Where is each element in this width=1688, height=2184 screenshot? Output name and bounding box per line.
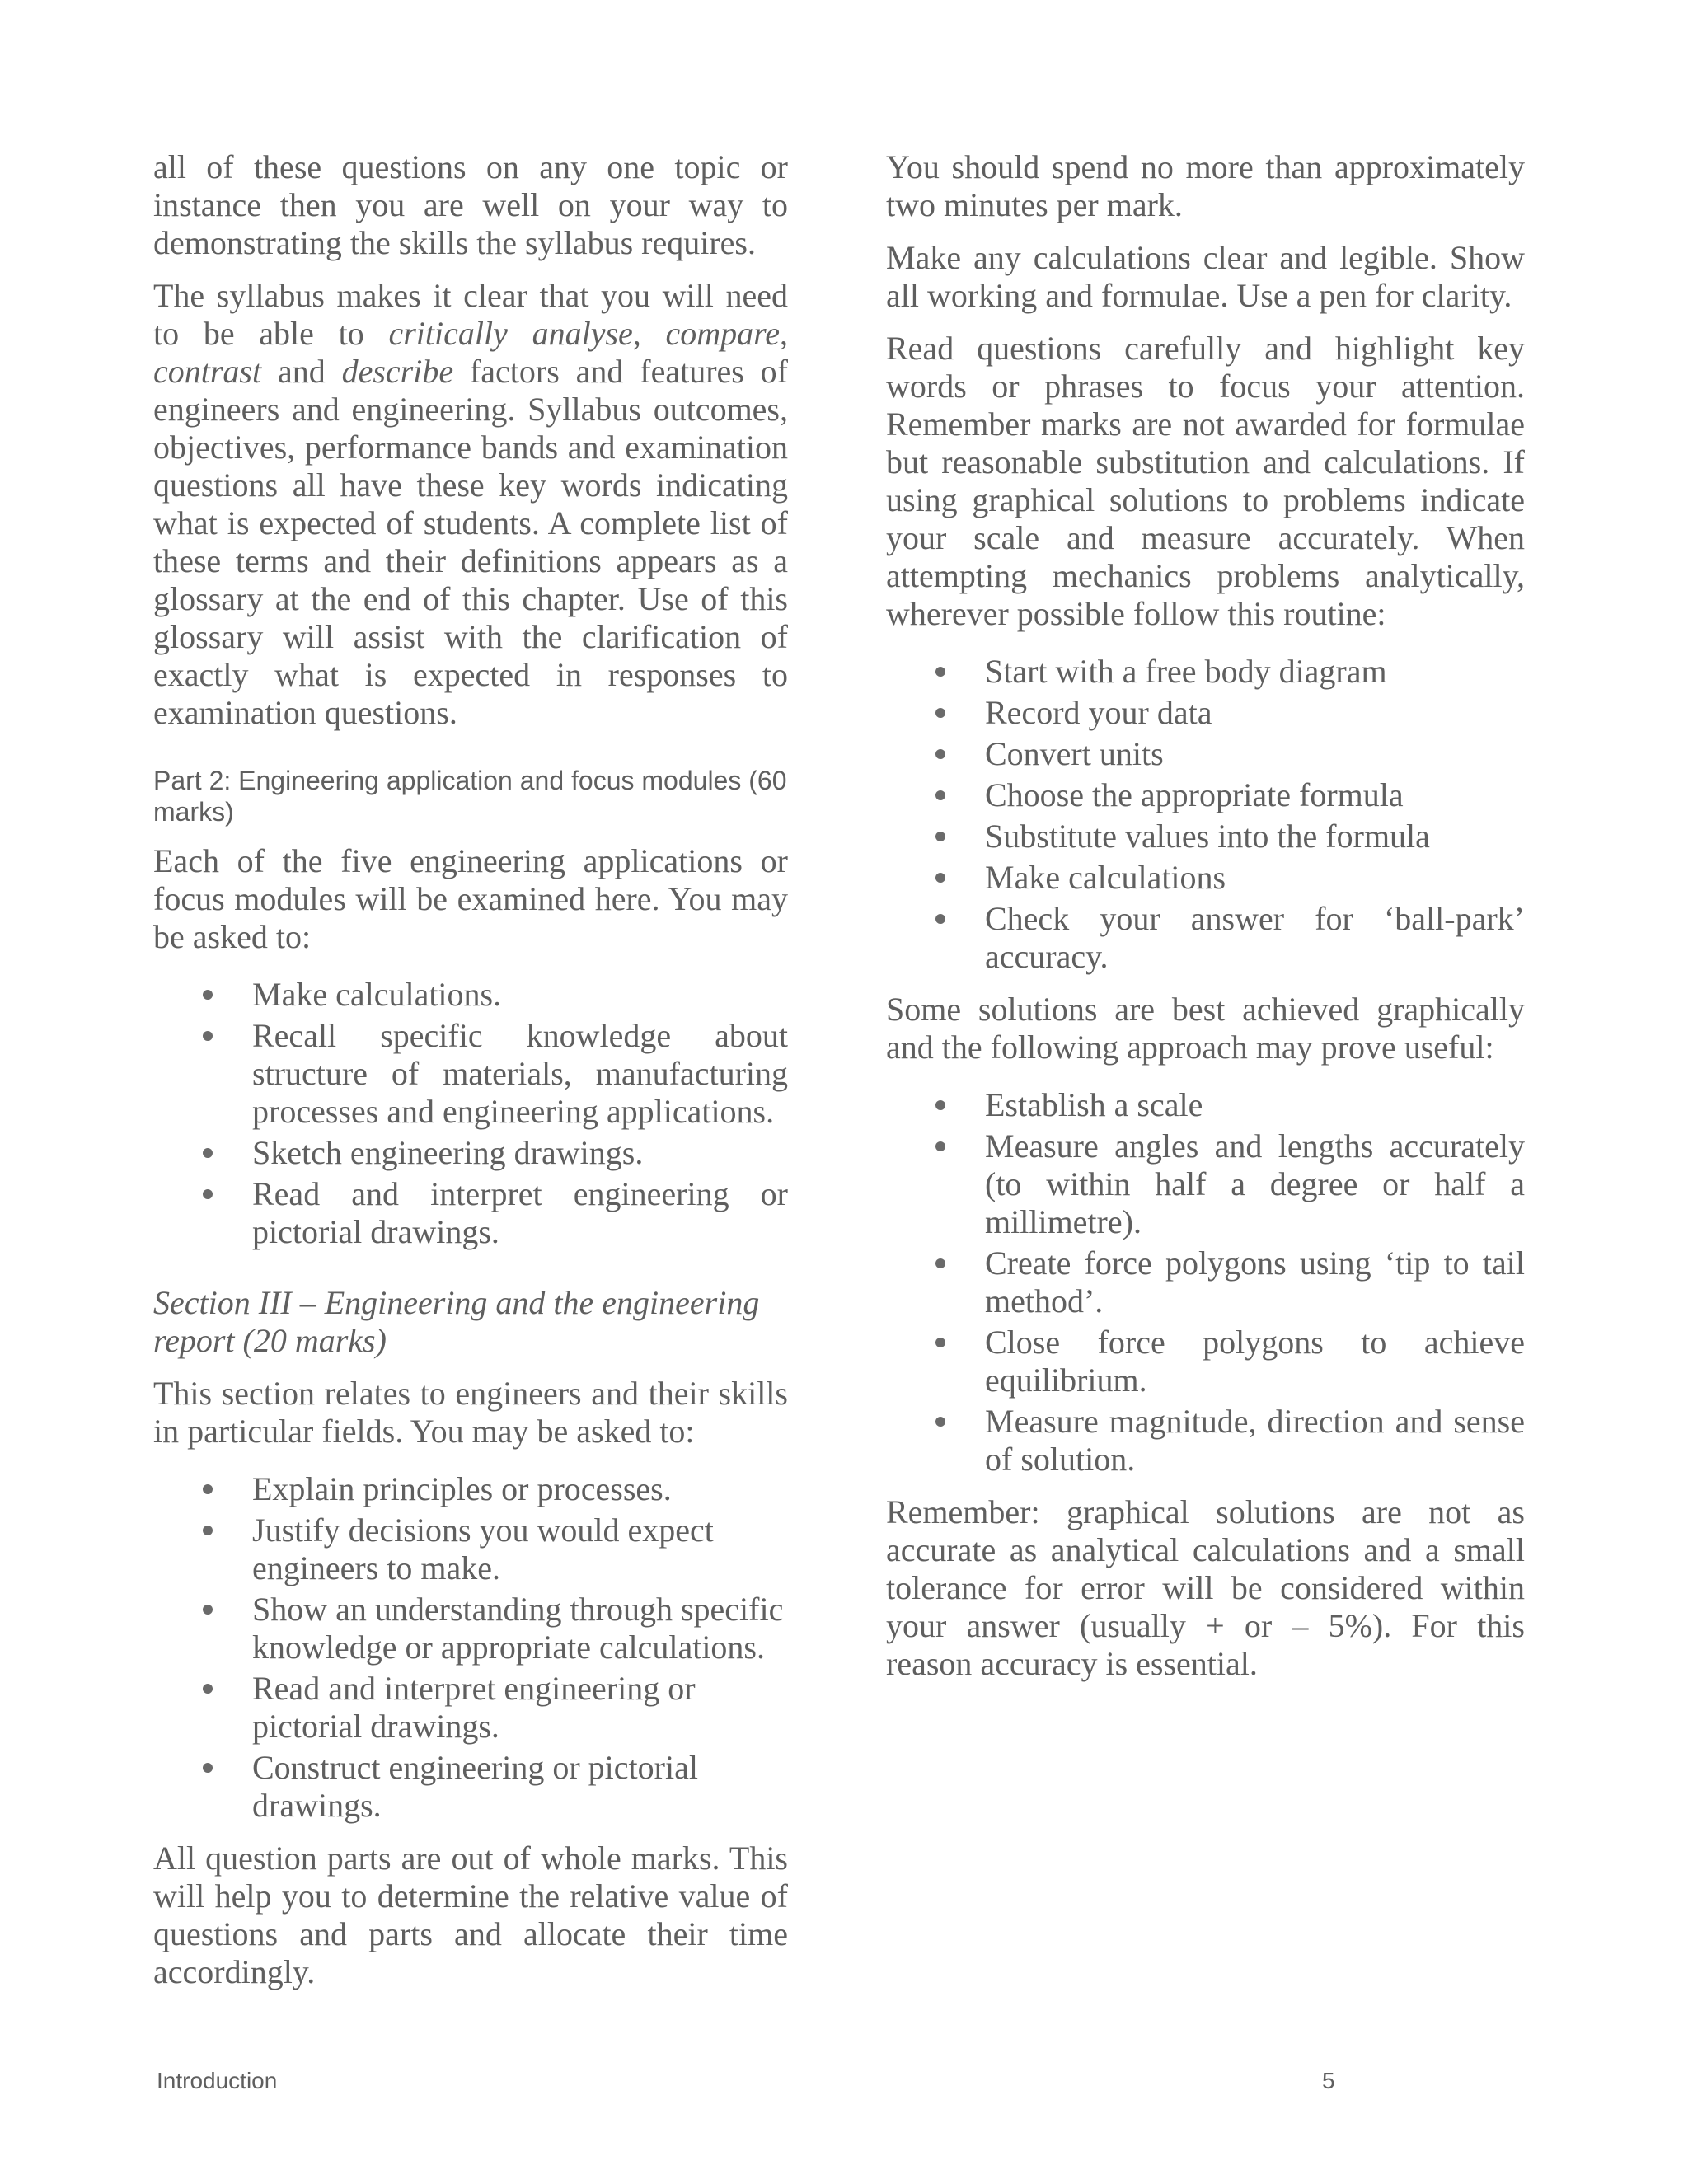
list-item-text: Read and interpret engineering or pictorial drawings. [252, 1175, 788, 1250]
p2-text-d: and [261, 353, 342, 390]
list-item-text: Make calculations [985, 859, 1226, 896]
list-item [985, 694, 1525, 732]
list-item-text: Establish a scale [985, 1086, 1203, 1123]
p2-text-b: , [632, 315, 666, 352]
list-item [985, 1127, 1525, 1241]
p2-term-contrast: contrast [153, 353, 262, 390]
list-item [985, 653, 1525, 691]
list-item [252, 1749, 788, 1825]
list-item-text: Start with a free body diagram [985, 653, 1387, 690]
bullet-icon [203, 1484, 213, 1494]
bullet-icon [935, 914, 945, 924]
list-item [985, 859, 1525, 897]
page-number: 5 [1322, 2068, 1335, 2093]
bullet-icon [935, 1258, 945, 1268]
bullet-icon [203, 1031, 213, 1041]
bullet-icon [935, 708, 945, 718]
right-column [886, 148, 1525, 1698]
list-item-text: Construct engineering or pictorial drawings. [252, 1749, 698, 1824]
bullet-icon [935, 873, 945, 883]
list-item-text: Justify decisions you would expect engineers to make. [252, 1511, 714, 1586]
bullet-icon [935, 1141, 945, 1151]
list-item-text: Measure magnitude, direction and sense of solution. [985, 1403, 1525, 1478]
p2-text-e: factors and features of engineers and engineering. Syllabus outcomes, objectives, performance bands and examination questions all have these key words indicating what is expected of students. A complete list of these terms and their definitions appears as a glossary at the end of this chapter. Use of this glossary will assist with the clarification of exactly what is expected in responses to examination questions. [153, 353, 788, 731]
bullet-icon [935, 1100, 945, 1110]
bullet-icon [203, 1189, 213, 1199]
left-paragraph-4: This section relates to engineers and their skills in particular fields. You may be asked to: [153, 1375, 788, 1450]
list-item [985, 1324, 1525, 1399]
list-item-text: Record your data [985, 694, 1212, 731]
list-item [985, 818, 1525, 855]
p2-text-c: , [780, 315, 788, 352]
list-item-text: Show an understanding through specific knowledge or appropriate calculations. [252, 1591, 784, 1666]
bullet-icon [203, 1148, 213, 1158]
list-item [252, 1591, 788, 1666]
list-item-text: Convert units [985, 735, 1164, 772]
bullet-icon [203, 1605, 213, 1615]
list-item-text: Substitute values into the formula [985, 818, 1430, 855]
section-3-heading: Section III – Engineering and the engineering report (20 marks) [153, 1284, 760, 1359]
p2-term-describe: describe [341, 353, 454, 390]
list-item [985, 900, 1525, 976]
list-item [985, 1403, 1525, 1479]
left-bullet-list-1 [153, 976, 788, 1251]
right-bullet-list-2 [886, 1086, 1525, 1479]
list-item-text: Check your answer for ‘ball-park’ accuracy. [985, 900, 1525, 975]
left-column [153, 148, 788, 2006]
right-paragraph-2: Make any calculations clear and legible. Show all working and formulae. Use a pen for clarity. [886, 239, 1525, 314]
list-item-text: Measure angles and lengths accurately (to within half a degree or half a millimetre). [985, 1127, 1525, 1240]
list-item-text: Close force polygons to achieve equilibrium. [985, 1324, 1525, 1399]
list-item [252, 1017, 788, 1131]
list-item [252, 1511, 788, 1587]
list-item-text: Read and interpret engineering or pictorial drawings. [252, 1670, 696, 1745]
bullet-icon [935, 749, 945, 759]
left-paragraph-1: all of these questions on any one topic or instance then you are well on your way to demonstrating the skills the syllabus requires. [153, 148, 788, 261]
list-item [252, 1175, 788, 1251]
right-paragraph-4: Some solutions are best achieved graphically and the following approach may prove useful: [886, 991, 1525, 1066]
list-item [252, 976, 788, 1014]
bullet-icon [203, 1763, 213, 1773]
list-item-text: Explain principles or processes. [252, 1470, 672, 1507]
right-paragraph-3: Read questions carefully and highlight key words or phrases to focus your attention. Remember marks are not awarded for formulae but reasonable substitution and calculations. If using graphical solutions to problems indicate your scale and measure accurately. When attempting mechanics problems analytically, wherever possible follow this routine: [886, 330, 1525, 632]
list-item [252, 1470, 788, 1508]
list-item [985, 1244, 1525, 1320]
bullet-icon [935, 1417, 945, 1427]
right-paragraph-5: Remember: graphical solutions are not as accurate as analytical calculations and a small tolerance for error will be considered within your answer (usually + or – 5%). For this reason accuracy is essential. [886, 1493, 1525, 1682]
left-paragraph-2 [153, 277, 788, 732]
footer-section-label: Introduction [157, 2068, 278, 2093]
p2-text-a: The syllabus makes it clear that you will need to be able to [153, 277, 788, 352]
list-item-text: Make calculations. [252, 976, 502, 1013]
left-bullet-list-2 [153, 1470, 788, 1825]
bullet-icon [935, 667, 945, 677]
part-2-heading: Part 2: Engineering application and focus modules (60 marks) [153, 766, 787, 827]
right-paragraph-1: You should spend no more than approximately two minutes per mark. [886, 148, 1525, 223]
right-bullet-list-1 [886, 653, 1525, 976]
p2-term-compare: compare [665, 315, 780, 352]
list-item-text: Choose the appropriate formula [985, 776, 1404, 813]
bullet-icon [203, 1684, 213, 1694]
list-item [985, 1086, 1525, 1124]
left-paragraph-3: Each of the five engineering applications or focus modules will be examined here. You may be asked to: [153, 842, 788, 955]
list-item [252, 1134, 788, 1172]
list-item [985, 735, 1525, 773]
bullet-icon [935, 1338, 945, 1347]
bullet-icon [935, 790, 945, 800]
bullet-icon [203, 990, 213, 1000]
p2-term-critically-analyse: critically analyse [388, 315, 633, 352]
list-item-text: Recall specific knowledge about structure of materials, manufacturing processes and engineering applications. [252, 1017, 788, 1130]
bullet-icon [935, 832, 945, 841]
left-paragraph-5: All question parts are out of whole marks. This will help you to determine the relative value of questions and parts and allocate their time accordingly. [153, 1840, 788, 1990]
list-item [985, 776, 1525, 814]
list-item [252, 1670, 788, 1746]
bullet-icon [203, 1526, 213, 1535]
list-item-text: Create force polygons using ‘tip to tail method’. [985, 1244, 1525, 1319]
list-item-text: Sketch engineering drawings. [252, 1134, 644, 1171]
